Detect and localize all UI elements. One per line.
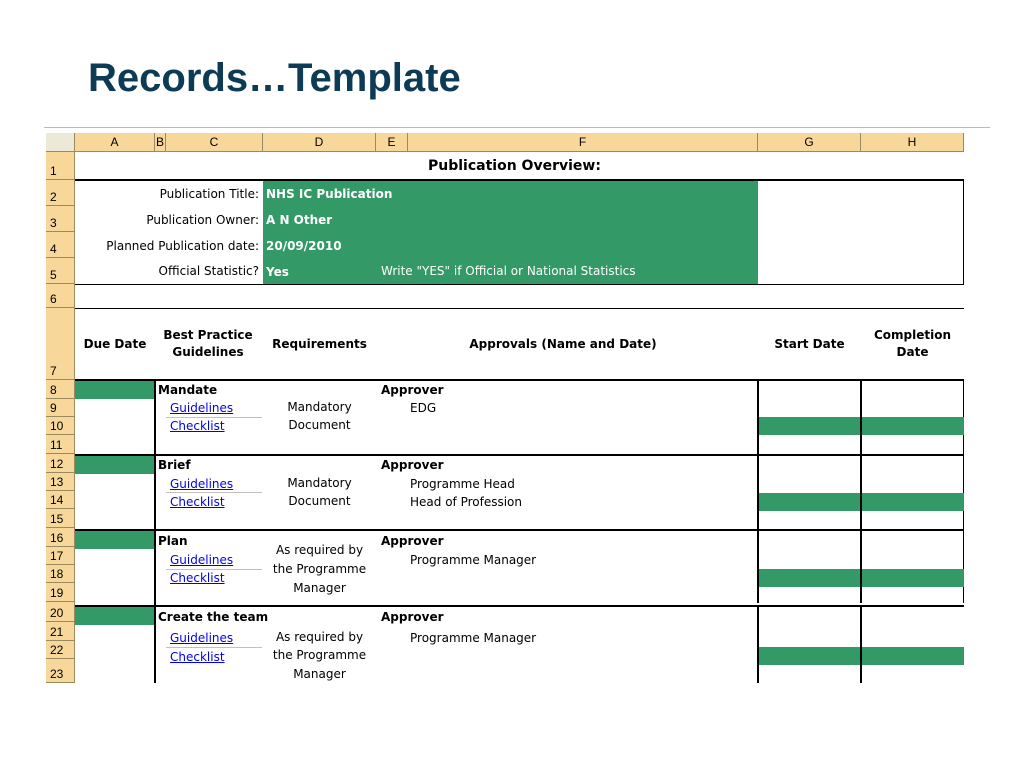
plan-requirement-line-2: the Programme (272, 562, 367, 576)
row-header-20[interactable]: 20 (46, 602, 75, 622)
plan-completion-date-cell[interactable] (862, 569, 964, 587)
title-divider (44, 127, 990, 128)
brief-section-border (75, 529, 964, 531)
column-header-a[interactable]: A (75, 133, 155, 152)
row-header-21[interactable]: 21 (46, 622, 75, 641)
team-name: Create the team (158, 610, 269, 624)
mandate-start-date-cell[interactable] (759, 417, 860, 435)
row-header-17[interactable]: 17 (46, 547, 75, 565)
row-header-19[interactable]: 19 (46, 583, 75, 602)
brief-checklist-link[interactable]: Checklist (170, 495, 225, 509)
publication-owner-label: Publication Owner: (146, 213, 259, 227)
mandate-requirement-line-1: Mandatory (287, 400, 352, 414)
header-guidelines: Best Practice Guidelines (163, 328, 253, 359)
mandate-requirement-line-2: Document (288, 418, 351, 432)
plan-requirement-line-1: As required by (275, 543, 364, 557)
mandate-checklist-link[interactable]: Checklist (170, 419, 225, 433)
row-header-5[interactable]: 5 (46, 258, 75, 284)
plan-guidelines-link[interactable]: Guidelines (170, 553, 234, 567)
mandate-name: Mandate (158, 383, 218, 397)
brief-approver-1: Programme Head (410, 477, 515, 491)
column-header-c[interactable]: C (166, 133, 263, 152)
column-header-f[interactable]: F (408, 133, 758, 152)
team-completion-border (860, 607, 862, 683)
column-header-g[interactable]: G (758, 133, 861, 152)
header-top-border (75, 308, 964, 309)
mandate-link-divider (166, 417, 262, 418)
overview-heading: Publication Overview: (428, 158, 601, 174)
row-header-13[interactable]: 13 (46, 473, 75, 491)
plan-name: Plan (158, 534, 188, 548)
team-completion-date-cell[interactable] (862, 647, 964, 665)
team-requirement-line-3: Manager (293, 667, 346, 681)
row-header-10[interactable]: 10 (46, 417, 75, 435)
team-approver-1: Programme Manager (410, 631, 537, 645)
overview-right-border (963, 181, 964, 285)
plan-link-divider (166, 569, 262, 570)
row-header-3[interactable]: 3 (46, 206, 75, 232)
team-requirement-line-1: As required by (275, 630, 364, 644)
planned-date-value[interactable]: 20/09/2010 (266, 239, 342, 253)
plan-due-date-cell[interactable] (75, 531, 154, 549)
team-due-date-cell[interactable] (75, 607, 154, 625)
header-bottom-border (75, 379, 964, 381)
row-header-18[interactable]: 18 (46, 565, 75, 583)
publication-title-value[interactable]: NHS IC Publication (266, 187, 393, 201)
plan-approver-label: Approver (381, 534, 444, 548)
row-header-8[interactable]: 8 (46, 380, 75, 399)
row-header-9[interactable]: 9 (46, 399, 75, 417)
brief-due-date-cell[interactable] (75, 456, 154, 474)
team-requirement-line-2: the Programme (272, 648, 367, 662)
mandate-approver-label: Approver (381, 383, 444, 397)
row-header-2[interactable]: 2 (46, 180, 75, 206)
official-statistic-label: Official Statistic? (158, 264, 259, 278)
team-approver-label: Approver (381, 610, 444, 624)
mandate-section-border (75, 454, 964, 456)
spreadsheet (46, 133, 964, 683)
plan-section-border (75, 605, 964, 607)
team-checklist-link[interactable]: Checklist (170, 650, 225, 664)
overview-bottom-border (75, 284, 964, 285)
mandate-approver-1: EDG (410, 401, 437, 415)
row-header-6[interactable]: 6 (46, 284, 75, 308)
header-approvals: Approvals (Name and Date) (469, 337, 657, 351)
row-header-4[interactable]: 4 (46, 232, 75, 258)
header-start-date: Start Date (774, 337, 845, 351)
row-header-1[interactable]: 1 (46, 152, 75, 180)
column-header-e[interactable]: E (376, 133, 408, 152)
brief-guidelines-link[interactable]: Guidelines (170, 477, 234, 491)
brief-approver-2: Head of Profession (410, 495, 523, 509)
slide-title: Records…Template (88, 56, 461, 100)
brief-start-date-cell[interactable] (759, 493, 860, 511)
row-header-22[interactable]: 22 (46, 641, 75, 659)
official-statistic-note: Write "YES" if Official or National Statistics (381, 264, 636, 278)
mandate-due-date-cell[interactable] (75, 381, 154, 399)
header-requirements: Requirements (272, 337, 367, 351)
publication-title-label: Publication Title: (159, 187, 259, 201)
column-header-d[interactable]: D (263, 133, 376, 152)
row-header-11[interactable]: 11 (46, 435, 75, 454)
mandate-completion-date-cell[interactable] (862, 417, 964, 435)
row-header-12[interactable]: 12 (46, 454, 75, 473)
publication-owner-value[interactable]: A N Other (266, 213, 333, 227)
official-statistic-value[interactable]: Yes (266, 265, 289, 279)
team-start-date-cell[interactable] (759, 647, 860, 665)
brief-approver-label: Approver (381, 458, 444, 472)
header-due-date: Due Date (83, 337, 147, 351)
planned-date-label: Planned Publication date: (106, 239, 259, 253)
team-guidelines-link[interactable]: Guidelines (170, 631, 234, 645)
brief-name: Brief (158, 458, 191, 472)
team-start-border (757, 607, 759, 683)
column-header-b[interactable]: B (155, 133, 166, 152)
brief-completion-date-cell[interactable] (862, 493, 964, 511)
plan-requirement-line-3: Manager (293, 581, 346, 595)
row-header-7[interactable]: 7 (46, 308, 75, 380)
brief-requirement-line-2: Document (288, 494, 351, 508)
row-header-15[interactable]: 15 (46, 509, 75, 528)
row-header-14[interactable]: 14 (46, 491, 75, 509)
plan-start-date-cell[interactable] (759, 569, 860, 587)
column-header-h[interactable]: H (861, 133, 964, 152)
mandate-guidelines-link[interactable]: Guidelines (170, 401, 234, 415)
due-date-column-border (154, 381, 156, 683)
row-header-23[interactable]: 23 (46, 659, 75, 683)
team-link-divider (166, 647, 262, 648)
header-completion-date: Completion Date (873, 328, 952, 359)
row-header-16[interactable]: 16 (46, 528, 75, 547)
select-all-corner[interactable] (46, 133, 75, 152)
brief-requirement-line-1: Mandatory (287, 476, 352, 490)
brief-link-divider (166, 492, 262, 493)
plan-checklist-link[interactable]: Checklist (170, 571, 225, 585)
plan-approver-1: Programme Manager (410, 553, 537, 567)
